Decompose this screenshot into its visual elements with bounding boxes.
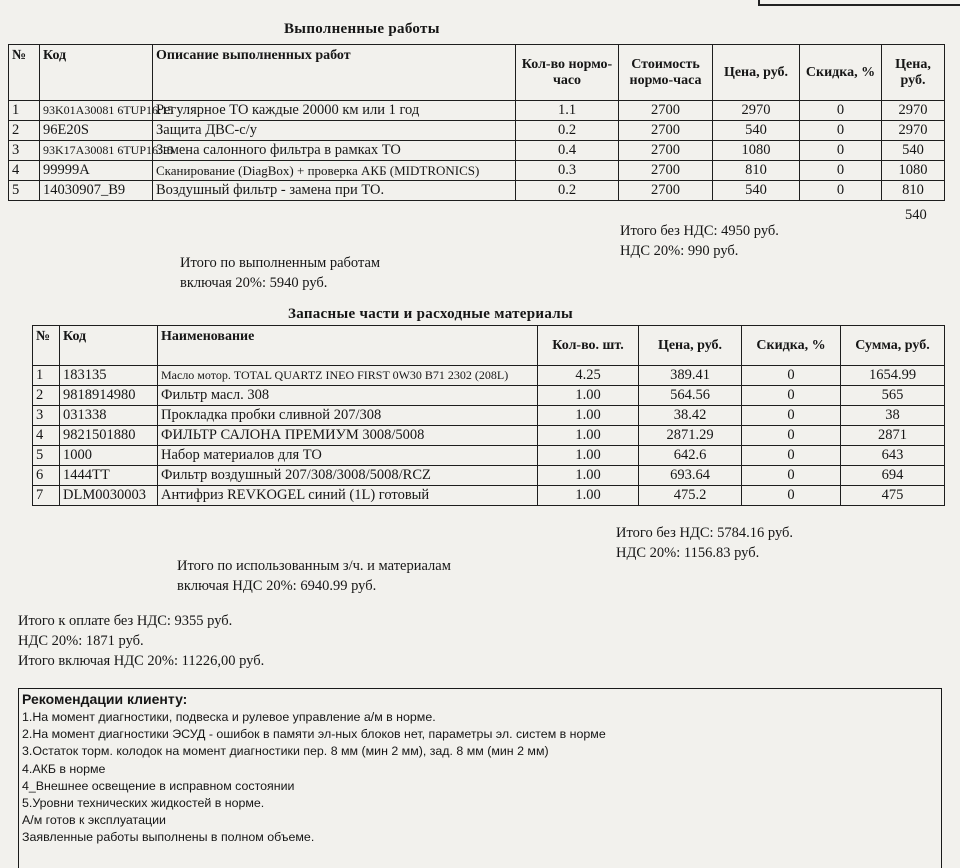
- row-price: 2970: [713, 101, 800, 121]
- row-name: ФИЛЬТР САЛОНА ПРЕМИУМ 3008/5008: [158, 426, 538, 446]
- recommendation-line: 3.Остаток торм. колодок на момент диагностики пер. 8 мм (мин 2 мм), зад. 8 мм (мин 2 мм): [22, 744, 549, 759]
- works-vat: НДС 20%: 990 руб.: [620, 243, 739, 259]
- row-number: 5: [9, 181, 40, 201]
- row-total: 2970: [882, 101, 945, 121]
- row-code: 14030907_B9: [40, 181, 153, 201]
- row-code: 1444TT: [60, 466, 158, 486]
- works-header-row: [9, 45, 945, 101]
- row-number: 4: [33, 426, 60, 446]
- row-number: 7: [33, 486, 60, 506]
- row-number: 2: [33, 386, 60, 406]
- row-description: Замена салонного фильтра в рамках ТО: [153, 141, 516, 161]
- row-number: 1: [9, 101, 40, 121]
- works-header-desc: Описание выполненных работ: [153, 45, 516, 101]
- parts-header-qty: Кол-во. шт.: [538, 326, 639, 366]
- row-discount: 0: [742, 466, 841, 486]
- row-name: Фильтр масл. 308: [158, 386, 538, 406]
- row-price: 810: [713, 161, 800, 181]
- row-code: 99999A: [40, 161, 153, 181]
- row-discount: 0: [800, 141, 882, 161]
- row-discount: 0: [742, 406, 841, 426]
- parts-title: Запасные части и расходные материалы: [288, 306, 573, 322]
- row-name: Фильтр воздушный 207/308/3008/5008/RCZ: [158, 466, 538, 486]
- row-quantity: 0.2: [516, 181, 619, 201]
- table-row: [33, 366, 945, 386]
- table-row: [33, 486, 945, 506]
- row-name: Прокладка пробки сливной 207/308: [158, 406, 538, 426]
- row-price: 540: [713, 181, 800, 201]
- page-corner-border: [758, 0, 960, 6]
- row-sum: 2871: [841, 426, 945, 446]
- parts-header-discount: Скидка, %: [742, 326, 841, 366]
- row-discount: 0: [742, 446, 841, 466]
- row-quantity: 1.00: [538, 446, 639, 466]
- row-discount: 0: [742, 366, 841, 386]
- recommendation-line: Заявленные работы выполнены в полном объеме.: [22, 830, 315, 845]
- row-code: 031338: [60, 406, 158, 426]
- row-price: 2871.29: [639, 426, 742, 446]
- works-header-qty: Кол-во нормо-часо: [516, 45, 619, 101]
- row-rate: 2700: [619, 181, 713, 201]
- grand-total-with-vat: Итого включая НДС 20%: 11226,00 руб.: [18, 653, 265, 669]
- row-description: Сканирование (DiagBox) + проверка АКБ (MIDTRONICS): [153, 161, 516, 181]
- row-price: 389.41: [639, 366, 742, 386]
- recommendation-line: 2.На момент диагностики ЭСУД - ошибок в памяти эл-ных блоков нет, параметры эл. систем в норме: [22, 727, 606, 742]
- works-header-total: Цена, руб.: [882, 45, 945, 101]
- row-code: 9818914980: [60, 386, 158, 406]
- row-number: 4: [9, 161, 40, 181]
- parts-table: [32, 325, 945, 506]
- row-quantity: 1.00: [538, 486, 639, 506]
- row-quantity: 4.25: [538, 366, 639, 386]
- row-rate: 2700: [619, 101, 713, 121]
- row-price: 642.6: [639, 446, 742, 466]
- row-number: 5: [33, 446, 60, 466]
- table-row: [9, 121, 945, 141]
- parts-vat: НДС 20%: 1156.83 руб.: [616, 545, 760, 561]
- works-total-line1: Итого по выполненным работам: [180, 255, 381, 271]
- table-row: [33, 406, 945, 426]
- row-total: 540: [882, 141, 945, 161]
- row-number: 1: [33, 366, 60, 386]
- row-discount: 0: [800, 161, 882, 181]
- row-name: Антифриз REVKOGEL синий (1L) готовый: [158, 486, 538, 506]
- row-sum: 1654.99: [841, 366, 945, 386]
- row-description: Регулярное ТО каждые 20000 км или 1 год: [153, 101, 516, 121]
- row-price: 1080: [713, 141, 800, 161]
- row-discount: 0: [800, 181, 882, 201]
- row-code: 1000: [60, 446, 158, 466]
- parts-header-price: Цена, руб.: [639, 326, 742, 366]
- row-price: 693.64: [639, 466, 742, 486]
- parts-total-line1: Итого по использованным з/ч. и материалам: [177, 558, 451, 574]
- table-row: [33, 426, 945, 446]
- row-total: 2970: [882, 121, 945, 141]
- works-total-line2: включая 20%: 5940 руб.: [180, 275, 328, 291]
- row-number: 2: [9, 121, 40, 141]
- recommendations-title: Рекомендации клиенту:: [22, 691, 188, 707]
- row-price: 38.42: [639, 406, 742, 426]
- recommendation-line: 4.АКБ в норме: [22, 761, 106, 776]
- works-header-price: Цена, руб.: [713, 45, 800, 101]
- recommendation-line: 5.Уровни технических жидкостей в норме.: [22, 796, 265, 811]
- row-sum: 694: [841, 466, 945, 486]
- row-discount: 0: [800, 121, 882, 141]
- recommendation-line: А/м готов к эксплуатации: [22, 813, 166, 828]
- recommendations-box: [18, 688, 942, 868]
- row-price: 540: [713, 121, 800, 141]
- row-quantity: 1.00: [538, 466, 639, 486]
- row-name: Масло мотор. TOTAL QUARTZ INEO FIRST 0W30 B71 2302 (208L): [158, 366, 538, 386]
- works-total-summary: [180, 253, 380, 293]
- row-sum: 565: [841, 386, 945, 406]
- works-table: [8, 44, 945, 201]
- table-row: [33, 386, 945, 406]
- works-subtotal-net: Итого без НДС: 4950 руб.: [620, 223, 779, 239]
- row-quantity: 0.3: [516, 161, 619, 181]
- recommendation-line: 1.На момент диагностики, подвеска и рулевое управление а/м в норме.: [22, 710, 436, 724]
- parts-header-no: №: [33, 326, 60, 366]
- row-number: 3: [9, 141, 40, 161]
- table-row: [9, 101, 945, 121]
- row-description: Воздушный фильтр - замена при ТО.: [153, 181, 516, 201]
- row-rate: 2700: [619, 121, 713, 141]
- row-total: 1080: [882, 161, 945, 181]
- row-quantity: 1.1: [516, 101, 619, 121]
- row-total: 810: [882, 181, 945, 201]
- row-sum: 643: [841, 446, 945, 466]
- row-discount: 0: [742, 486, 841, 506]
- works-header-code: Код: [40, 45, 153, 101]
- parts-header-sum: Сумма, руб.: [841, 326, 945, 366]
- row-code: 96E20S: [40, 121, 153, 141]
- parts-header-code: Код: [60, 326, 158, 366]
- row-discount: 0: [742, 386, 841, 406]
- parts-subtotal-net: Итого без НДС: 5784.16 руб.: [616, 525, 794, 541]
- row-code: DLM0030003: [60, 486, 158, 506]
- row-name: Набор материалов для ТО: [158, 446, 538, 466]
- row-code: 93K01A30081 6TUP16:15: [40, 101, 153, 121]
- works-header-discount: Скидка, %: [800, 45, 882, 101]
- grand-total-summary: [18, 611, 264, 671]
- grand-total-vat: НДС 20%: 1871 руб.: [18, 633, 144, 649]
- row-sum: 38: [841, 406, 945, 426]
- parts-total-line2: включая НДС 20%: 6940.99 руб.: [177, 578, 377, 594]
- row-quantity: 1.00: [538, 386, 639, 406]
- grand-total-net: Итого к оплате без НДС: 9355 руб.: [18, 613, 233, 629]
- row-price: 475.2: [639, 486, 742, 506]
- table-row: [9, 181, 945, 201]
- row-discount: 0: [800, 101, 882, 121]
- row-quantity: 0.2: [516, 121, 619, 141]
- row-rate: 2700: [619, 161, 713, 181]
- row-code: 183135: [60, 366, 158, 386]
- row-code: 9821501880: [60, 426, 158, 446]
- row-quantity: 1.00: [538, 406, 639, 426]
- works-extra-total: 540: [905, 207, 927, 223]
- row-number: 6: [33, 466, 60, 486]
- table-row: [33, 466, 945, 486]
- parts-vat-summary: [616, 523, 793, 563]
- works-header-rate: Стоимость нормо-часа: [619, 45, 713, 101]
- table-row: [9, 141, 945, 161]
- row-number: 3: [33, 406, 60, 426]
- table-row: [9, 161, 945, 181]
- parts-total-summary: [177, 556, 451, 596]
- row-discount: 0: [742, 426, 841, 446]
- row-sum: 475: [841, 486, 945, 506]
- table-row: [33, 446, 945, 466]
- row-description: Защита ДВС-с/у: [153, 121, 516, 141]
- parts-header-name: Наименование: [158, 326, 538, 366]
- works-header-no: №: [9, 45, 40, 101]
- recommendation-line: 4_Внешнее освещение в исправном состоянии: [22, 778, 295, 793]
- row-quantity: 0.4: [516, 141, 619, 161]
- parts-header-row: [33, 326, 945, 366]
- row-rate: 2700: [619, 141, 713, 161]
- row-quantity: 1.00: [538, 426, 639, 446]
- works-vat-summary: [620, 221, 779, 261]
- row-price: 564.56: [639, 386, 742, 406]
- works-title: Выполненные работы: [284, 21, 440, 37]
- row-code: 93K17A30081 6TUP16:15: [40, 141, 153, 161]
